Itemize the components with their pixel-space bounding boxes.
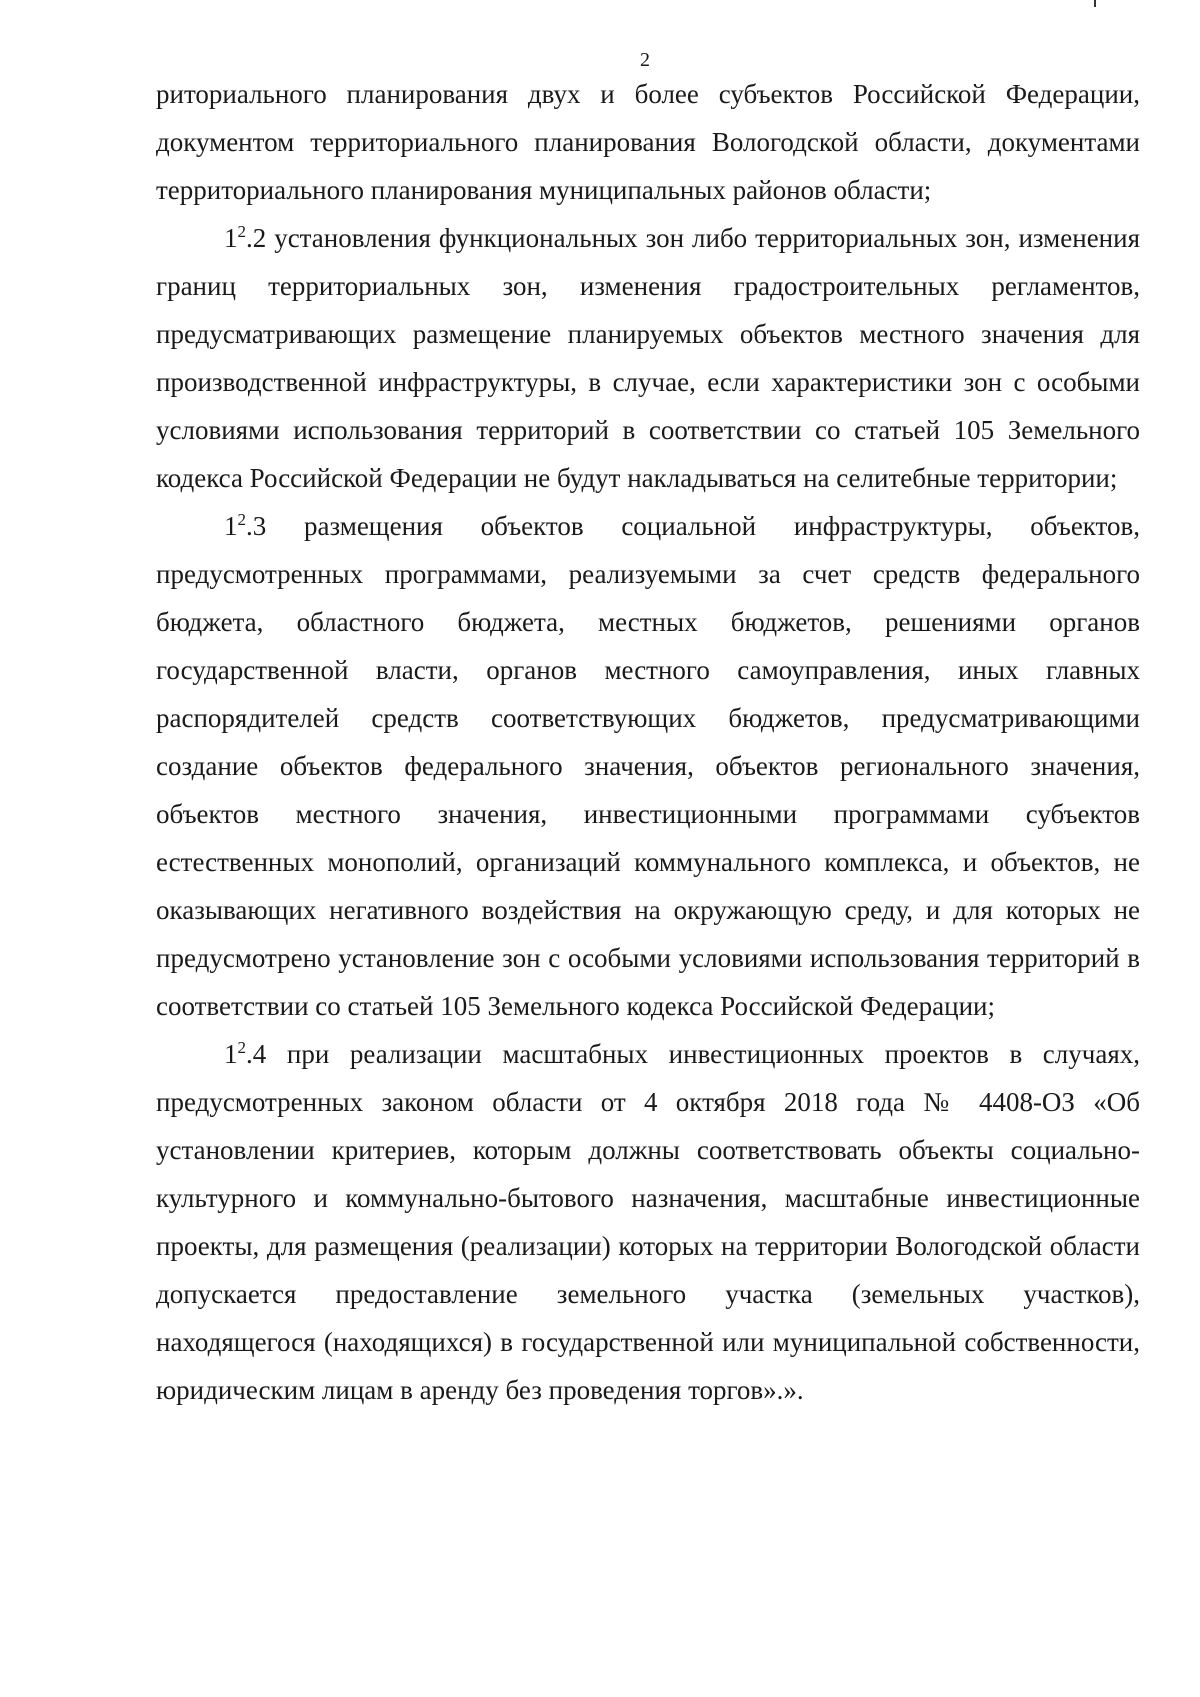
item-number-superscript: 2 (237, 510, 246, 529)
paragraph-text: установления функциональных зон либо территориальных зон, изменения границ территориальных зон, изменения градостроительных регламентов, предусматривающих размещение планируемых объектов местного значения для производственной инфраструктуры, в случае, если характеристики зон с особыми условиями использования территорий в соответствии со статьей 105 Земельного кодекса Российской Федерации не будут накладываться на селитебные территории; (156, 223, 1140, 493)
document-body (156, 70, 1140, 1414)
item-number-superscript: 2 (237, 222, 246, 241)
item-number-superscript: 2 (237, 1038, 246, 1057)
item-number-base: 1 (224, 223, 238, 253)
paragraph-text: риториального планирования двух и более субъектов Российской Федерации, документом территориального планирования Вологодской области, документами территориального планирования муниципальных районов области; (156, 79, 1140, 205)
item-number-base: 1 (224, 1039, 238, 1069)
paragraph-item-1-2-4 (156, 1030, 1140, 1414)
paragraph-text: размещения объектов социальной инфраструктуры, объектов, предусмотренных программами, реализуемыми за счет средств федерального бюджета, областного бюджета, местных бюджетов, решениями органов государственной власти, органов местного самоуправления, иных главных распорядителей средств соответствующих бюджетов, предусматривающими создание объектов федерального значения, объектов регионального значения, объектов местного значения, инвестиционными программами субъектов естественных монополий, организаций коммунального комплекса, и объектов, не оказывающих негативного воздействия на окружающую среду, и для которых не предусмотрено установление зон с особыми условиями использования территорий в соответствии со статьей 105 Земельного кодекса Российской Федерации; (156, 511, 1140, 1021)
item-number (224, 511, 266, 541)
scan-artifact-mark (1094, 0, 1096, 7)
paragraph-item-1-2-3 (156, 502, 1140, 1030)
page-number: 2 (640, 49, 650, 71)
item-number-tail: .2 (246, 223, 267, 253)
paragraph-continuation (156, 70, 1140, 214)
item-number-tail: .4 (246, 1039, 267, 1069)
paragraph-item-1-2-2 (156, 214, 1140, 502)
item-number (224, 223, 266, 253)
paragraph-text: при реализации масштабных инвестиционных проектов в случаях, предусмотренных законом области от 4 октября 2018 года № 4408-ОЗ «Об установлении критериев, которым должны соответствовать объекты социально-культурного и коммунально-бытового назначения, масштабные инвестиционные проекты, для размещения (реализации) которых на территории Вологодской области допускается предоставление земельного участка (земельных участков), находящегося (находящихся) в государственной или муниципальной собственности, юридическим лицам в аренду без проведения торгов».». (156, 1039, 1140, 1405)
item-number (224, 1039, 266, 1069)
item-number-tail: .3 (246, 511, 267, 541)
item-number-base: 1 (224, 511, 238, 541)
